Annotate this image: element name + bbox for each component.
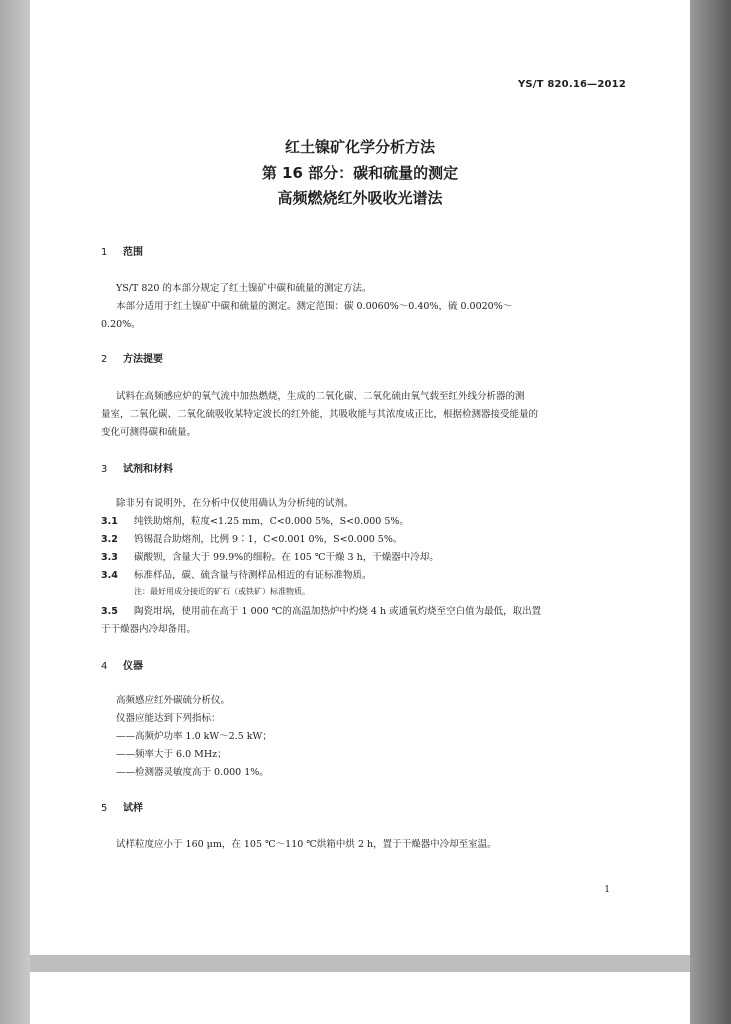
paragraph: 0.20%。	[101, 319, 141, 330]
section-number: 1	[101, 247, 108, 258]
title-line-2: 第 16 部分：碳和硫量的测定	[261, 164, 459, 182]
page-number: 1	[604, 885, 610, 895]
section-number: 3	[101, 464, 108, 475]
title-line-3: 高频燃烧红外吸收光谱法	[277, 189, 443, 207]
note: 注：最好用成分接近的矿石（或铁矿）标准物质。	[134, 587, 310, 596]
section-title: 试剂和材料	[123, 464, 173, 475]
right-margin-shadow	[690, 0, 731, 1024]
paragraph: 本部分适用于红土镍矿中碳和硫量的测定。测定范围：碳 0.0060%～0.40%，硫 0.0020%～	[116, 301, 513, 312]
next-page-edge	[30, 972, 690, 1024]
paragraph: 仪器应能达到下列指标：	[116, 713, 221, 724]
section-title: 试样	[123, 803, 143, 814]
section-number: 5	[101, 803, 108, 814]
section-heading-sample	[101, 799, 143, 814]
list-item: 3.2 钨锡混合助熔剂，比例 9∶1，C<0.001 0%，S<0.000 5%。	[101, 534, 403, 545]
paragraph: 高频感应红外碳硫分析仪。	[116, 695, 231, 706]
section-title: 仪器	[123, 661, 143, 672]
paragraph: 试样粒度应小于 160 μm，在 105 ℃～110 ℃烘箱中烘 2 h，置于干燥器中冷却至室温。	[116, 839, 497, 850]
standard-code: YS/T 820.16—2012	[517, 79, 626, 90]
document-page	[30, 0, 690, 955]
list-item: 3.1 纯铁助熔剂，粒度<1.25 mm，C<0.000 5%，S<0.000 5%。	[101, 516, 409, 527]
list-item: 3.5 陶瓷坩埚，使用前在高于 1 000 ℃的高温加热炉中灼烧 4 h 或通氧灼烧至空白值为最低，取出置	[101, 606, 542, 617]
section-heading-apparatus	[101, 657, 143, 672]
section-number: 2	[101, 354, 108, 365]
paragraph: YS/T 820 的本部分规定了红土镍矿中碳和硫量的测定方法。	[116, 283, 372, 294]
section-title: 方法提要	[123, 354, 163, 365]
title-line-1: 红土镍矿化学分析方法	[284, 138, 435, 156]
list-item: ——检测器灵敏度高于 0.000 1%。	[116, 767, 269, 778]
list-item: ——频率大于 6.0 MHz；	[116, 749, 227, 760]
list-item: 3.4 标准样品，碳、硫含量与待测样品相近的有证标准物质。	[101, 570, 372, 581]
section-heading-reagents	[101, 460, 173, 475]
section-heading-principle	[101, 350, 163, 365]
section-number: 4	[101, 661, 108, 672]
paragraph: 量室，二氧化碳、二氧化硫吸收某特定波长的红外能，其吸收能与其浓度成正比，根据检测器接受能量的	[101, 409, 539, 420]
paragraph: 于干燥器内冷却备用。	[101, 624, 197, 635]
paragraph: 试料在高频感应炉的氧气流中加热燃烧，生成的二氧化碳、二氧化硫由氧气载至红外线分析器的测	[116, 391, 525, 402]
list-item: ——高频炉功率 1.0 kW～2.5 kW；	[116, 731, 272, 742]
section-title: 范围	[123, 247, 143, 258]
section-heading-scope	[101, 243, 143, 258]
paragraph: 变化可测得碳和硫量。	[101, 427, 197, 438]
left-margin-shadow	[0, 0, 30, 1024]
list-item: 3.3 碳酸钡，含量大于 99.9%的细粉。在 105 ℃干燥 3 h，干燥器中冷却。	[101, 552, 439, 563]
paragraph: 除非另有说明外，在分析中仅使用确认为分析纯的试剂。	[116, 498, 354, 509]
